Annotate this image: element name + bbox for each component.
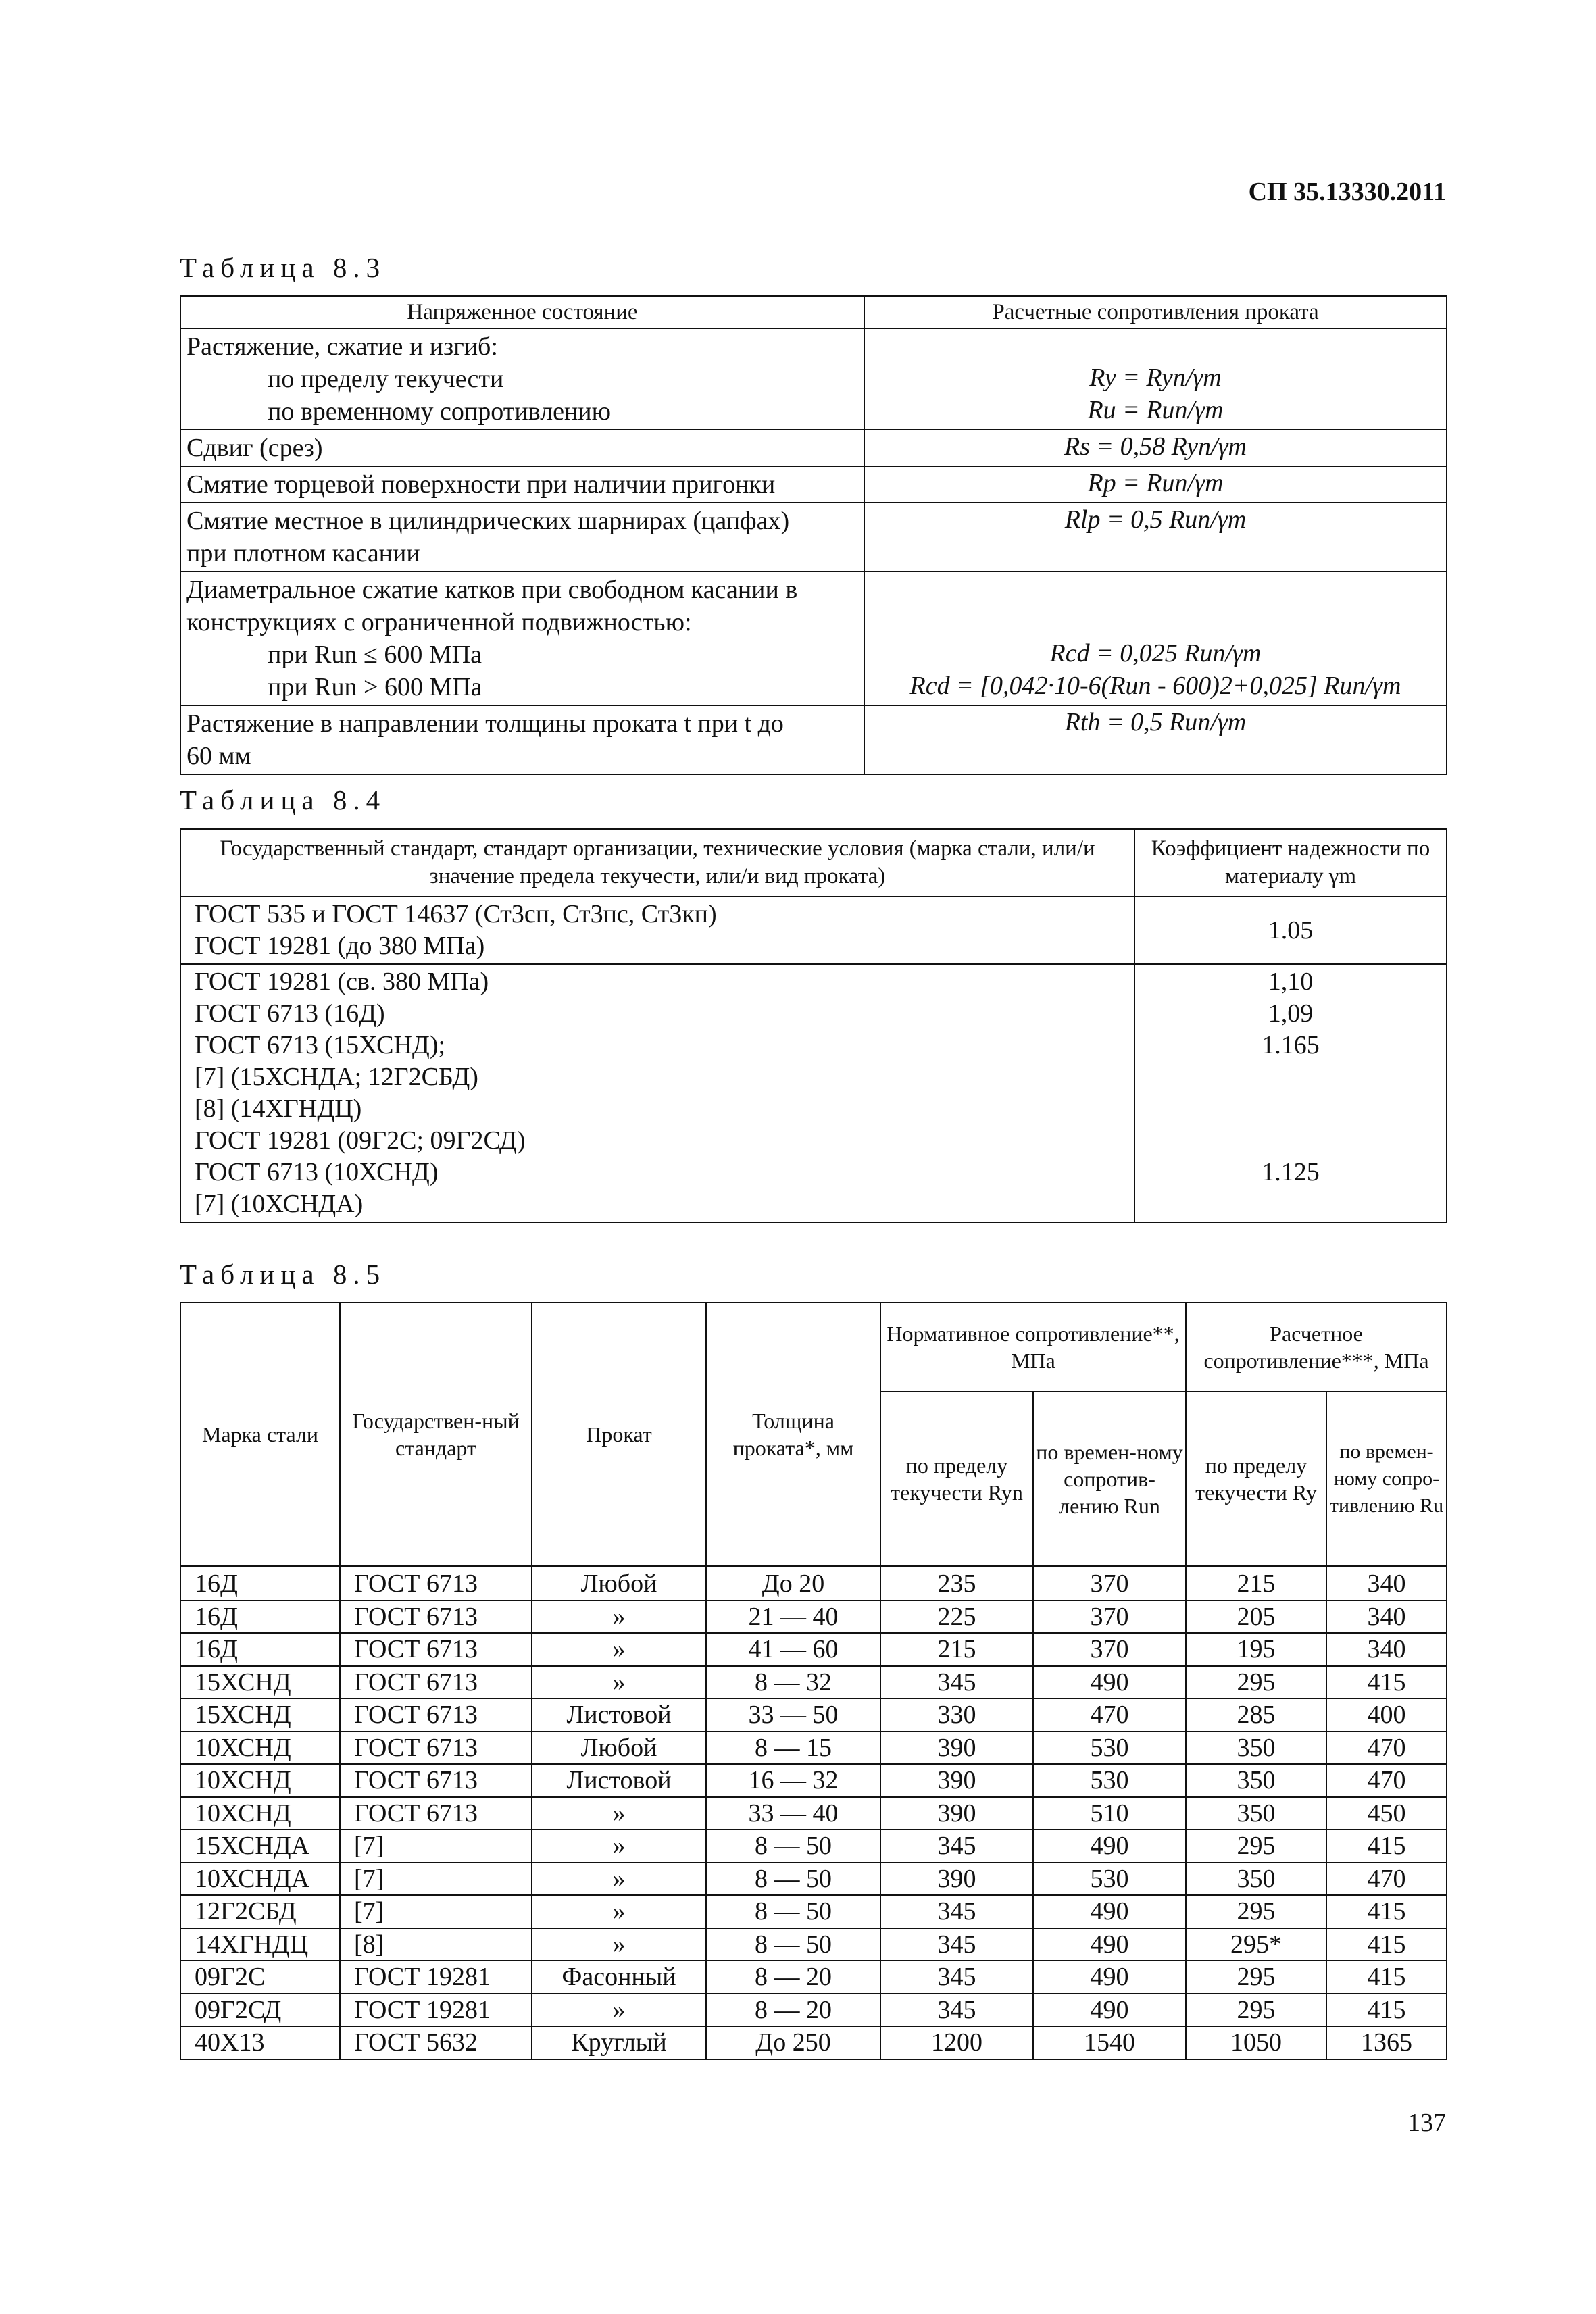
t85-standard-header: Государствен-ный стандарт xyxy=(340,1303,532,1566)
table-row xyxy=(180,964,1447,1222)
t85-cell-norm-tensile: 490 xyxy=(1033,1928,1186,1961)
t85-cell-norm-tensile: 370 xyxy=(1033,1601,1186,1634)
t85-cell-des-yield: 295 xyxy=(1186,1830,1326,1863)
table-row xyxy=(180,1961,1447,1994)
t85-cell-grade: 15ХСНДА xyxy=(180,1830,340,1863)
t85-cell-grade: 10ХСНД xyxy=(180,1797,340,1830)
t85-cell-thickness: 41 — 60 xyxy=(706,1633,880,1666)
t83-r1-l2: по временному сопротивлению xyxy=(268,397,612,426)
t85-cell-norm-yield: 225 xyxy=(880,1601,1033,1634)
t83-r5-l3: при Run > 600 МПа xyxy=(268,673,482,701)
t85-cell-thickness: 8 — 20 xyxy=(706,1961,880,1994)
table-8-5-caption: Таблица 8.5 xyxy=(180,1259,386,1290)
t83-r3-formula: Rp = Run/γm xyxy=(864,466,1447,503)
t84-g2-line-5: ГОСТ 19281 (09Г2С; 09Г2СД) xyxy=(195,1126,526,1155)
t85-cell-grade: 09Г2СД xyxy=(180,1994,340,2027)
t85-cell-grade: 16Д xyxy=(180,1601,340,1634)
t85-cell-thickness: До 250 xyxy=(706,2026,880,2059)
table-row xyxy=(180,1732,1447,1765)
table-row xyxy=(180,897,1447,964)
t85-cell-standard: [8] xyxy=(340,1928,532,1961)
t84-g2-line-6: ГОСТ 6713 (10ХСНД) xyxy=(195,1158,439,1186)
t85-cell-norm-tensile: 530 xyxy=(1033,1764,1186,1797)
t85-cell-des-yield: 295 xyxy=(1186,1895,1326,1928)
table-row xyxy=(180,705,1447,774)
t85-cell-standard: ГОСТ 6713 xyxy=(340,1566,532,1601)
t85-thickness-header: Толщина проката*, мм xyxy=(706,1303,880,1566)
t85-cell-thickness: 33 — 50 xyxy=(706,1699,880,1732)
table-8-5 xyxy=(180,1302,1447,2060)
t85-cell-des-yield: 350 xyxy=(1186,1863,1326,1896)
t85-cell-norm-yield: 345 xyxy=(880,1961,1033,1994)
t85-cell-norm-yield: 345 xyxy=(880,1994,1033,2027)
t85-cell-norm-tensile: 490 xyxy=(1033,1895,1186,1928)
t85-cell-norm-tensile: 510 xyxy=(1033,1797,1186,1830)
t85-cell-des-yield: 215 xyxy=(1186,1566,1326,1601)
t83-r6-l0: Растяжение в направлении толщины проката t при t до xyxy=(186,709,784,738)
t85-cell-product: » xyxy=(532,1928,706,1961)
t85-cell-norm-yield: 390 xyxy=(880,1797,1033,1830)
t85-cell-grade: 15ХСНД xyxy=(180,1666,340,1699)
t85-des-tensile-header: по времен-ному сопро-тивлению Ru xyxy=(1326,1392,1447,1566)
t85-cell-des-tensile: 450 xyxy=(1326,1797,1447,1830)
t85-cell-product: » xyxy=(532,1994,706,2027)
t85-cell-des-tensile: 470 xyxy=(1326,1732,1447,1765)
t85-cell-des-tensile: 415 xyxy=(1326,1994,1447,2027)
t83-r4-l0: Смятие местное в цилиндрических шарнирах (цапфах) xyxy=(186,507,790,535)
table-row xyxy=(180,430,1447,466)
t83-col-resistance-header: Расчетные сопротивления проката xyxy=(864,296,1447,328)
t85-cell-grade: 10ХСНД xyxy=(180,1732,340,1765)
t83-r6-formula: Rth = 0,5 Run/γm xyxy=(864,705,1447,774)
t85-norm-yield-header: по пределу текучести Ryn xyxy=(880,1392,1033,1566)
t85-cell-grade: 15ХСНД xyxy=(180,1699,340,1732)
t85-cell-standard: ГОСТ 6713 xyxy=(340,1633,532,1666)
t85-cell-des-tensile: 470 xyxy=(1326,1764,1447,1797)
t84-g2-line-4: [8] (14ХГНДЦ) xyxy=(195,1095,362,1123)
t83-r5-l1: конструкциях с ограниченной подвижностью: xyxy=(186,608,692,636)
t85-cell-product: » xyxy=(532,1666,706,1699)
table-row xyxy=(180,1601,1447,1634)
t83-r5-l0: Диаметральное сжатие катков при свободном касании в xyxy=(186,576,798,604)
t85-cell-des-tensile: 415 xyxy=(1326,1895,1447,1928)
t85-cell-norm-tensile: 1540 xyxy=(1033,2026,1186,2059)
t85-cell-norm-tensile: 370 xyxy=(1033,1566,1186,1601)
t83-r4-l1: при плотном касании xyxy=(186,539,420,568)
t85-grade-header: Марка стали xyxy=(180,1303,340,1566)
t84-g2-line-3: [7] (15ХСНДА; 12Г2СБД) xyxy=(195,1063,478,1091)
t85-normative-header: Нормативное сопротивление**, МПа xyxy=(880,1303,1186,1392)
t85-cell-grade: 16Д xyxy=(180,1633,340,1666)
table-row xyxy=(180,1633,1447,1666)
t85-cell-standard: [7] xyxy=(340,1830,532,1863)
table-row xyxy=(180,1895,1447,1928)
table-row xyxy=(180,1994,1447,2027)
t83-r6-l1: 60 мм xyxy=(186,742,251,770)
t85-cell-grade: 10ХСНД xyxy=(180,1764,340,1797)
t84-g2-value-2: 1.165 xyxy=(1262,1031,1320,1059)
table-row xyxy=(180,2026,1447,2059)
t85-product-header: Прокат xyxy=(532,1303,706,1566)
t85-cell-thickness: 8 — 50 xyxy=(706,1928,880,1961)
t85-cell-standard: ГОСТ 5632 xyxy=(340,2026,532,2059)
t85-cell-thickness: До 20 xyxy=(706,1566,880,1601)
t85-cell-thickness: 8 — 50 xyxy=(706,1830,880,1863)
t85-cell-standard: ГОСТ 6713 xyxy=(340,1699,532,1732)
t85-cell-grade: 16Д xyxy=(180,1566,340,1601)
t85-cell-product: Листовой xyxy=(532,1699,706,1732)
t84-g1-line-1: ГОСТ 19281 (до 380 МПа) xyxy=(195,932,485,960)
t84-g2-value-6: 1.125 xyxy=(1262,1158,1320,1186)
t83-col-state-header: Напряженное состояние xyxy=(180,296,864,328)
document-code: СП 35.13330.2011 xyxy=(1248,178,1446,206)
t85-cell-thickness: 33 — 40 xyxy=(706,1797,880,1830)
t85-cell-product: Фасонный xyxy=(532,1961,706,1994)
t84-col-standard-header: Государственный стандарт, стандарт организации, технические условия (марка стали, или/и значение предела текучести, или/и вид проката) xyxy=(180,829,1134,897)
t85-cell-norm-yield: 330 xyxy=(880,1699,1033,1732)
t85-cell-des-yield: 295 xyxy=(1186,1666,1326,1699)
table-8-4 xyxy=(180,828,1447,1223)
t85-cell-product: » xyxy=(532,1863,706,1896)
t85-cell-norm-yield: 390 xyxy=(880,1764,1033,1797)
table-8-3 xyxy=(180,295,1447,775)
t85-cell-des-yield: 285 xyxy=(1186,1699,1326,1732)
t83-r4-formula: Rlp = 0,5 Run/γm xyxy=(864,503,1447,572)
t85-cell-des-tensile: 415 xyxy=(1326,1830,1447,1863)
t85-cell-thickness: 8 — 20 xyxy=(706,1994,880,2027)
t85-cell-des-yield: 1050 xyxy=(1186,2026,1326,2059)
t85-cell-product: » xyxy=(532,1830,706,1863)
t85-body xyxy=(180,1566,1447,2059)
t85-cell-grade: 40Х13 xyxy=(180,2026,340,2059)
t85-cell-thickness: 21 — 40 xyxy=(706,1601,880,1634)
table-row xyxy=(180,1830,1447,1863)
t84-g2-line-0: ГОСТ 19281 (св. 380 МПа) xyxy=(195,967,489,996)
t85-cell-norm-yield: 215 xyxy=(880,1633,1033,1666)
t85-cell-norm-yield: 390 xyxy=(880,1863,1033,1896)
table-8-4-caption: Таблица 8.4 xyxy=(180,784,386,815)
t84-g1-value: 1.05 xyxy=(1134,897,1447,964)
t85-cell-standard: ГОСТ 6713 xyxy=(340,1732,532,1765)
t85-cell-thickness: 8 — 15 xyxy=(706,1732,880,1765)
t85-cell-des-yield: 350 xyxy=(1186,1764,1326,1797)
t85-cell-standard: ГОСТ 19281 xyxy=(340,1961,532,1994)
t85-design-header: Расчетное сопротивление***, МПа xyxy=(1186,1303,1447,1392)
t85-cell-des-tensile: 470 xyxy=(1326,1863,1447,1896)
t85-cell-standard: ГОСТ 6713 xyxy=(340,1666,532,1699)
t85-cell-product: Листовой xyxy=(532,1764,706,1797)
t83-r1-l0: Растяжение, сжатие и изгиб: xyxy=(186,332,498,361)
t85-cell-des-yield: 195 xyxy=(1186,1633,1326,1666)
t84-g2-value-1: 1,09 xyxy=(1268,999,1314,1028)
t85-cell-norm-tensile: 370 xyxy=(1033,1633,1186,1666)
table-row xyxy=(180,503,1447,572)
t85-cell-des-yield: 295 xyxy=(1186,1961,1326,1994)
t85-cell-product: » xyxy=(532,1601,706,1634)
t85-cell-norm-yield: 345 xyxy=(880,1666,1033,1699)
table-row xyxy=(180,1928,1447,1961)
t84-g2-line-7: [7] (10ХСНДА) xyxy=(195,1190,364,1218)
t85-cell-norm-yield: 345 xyxy=(880,1928,1033,1961)
t85-cell-norm-tensile: 490 xyxy=(1033,1994,1186,2027)
table-row xyxy=(180,328,1447,430)
t85-cell-des-tensile: 415 xyxy=(1326,1961,1447,1994)
t85-cell-des-tensile: 340 xyxy=(1326,1566,1447,1601)
table-8-3-caption: Таблица 8.3 xyxy=(180,252,386,283)
t83-r1-formula-ru: Ru = Run/γm xyxy=(1087,396,1224,424)
t85-cell-product: Круглый xyxy=(532,2026,706,2059)
t85-cell-product: Любой xyxy=(532,1566,706,1601)
t85-cell-norm-tensile: 490 xyxy=(1033,1830,1186,1863)
t85-cell-des-tensile: 340 xyxy=(1326,1601,1447,1634)
t85-cell-des-tensile: 415 xyxy=(1326,1666,1447,1699)
t83-r5-formula-2: Rcd = [0,042·10-6(Run - 600)2+0,025] Run/γm xyxy=(909,672,1401,700)
t83-r3-label: Смятие торцевой поверхности при наличии пригонки xyxy=(180,466,864,503)
t85-norm-tensile-header: по времен-ному сопротив-лению Run xyxy=(1033,1392,1186,1566)
t85-cell-grade: 12Г2СБД xyxy=(180,1895,340,1928)
t85-cell-standard: [7] xyxy=(340,1895,532,1928)
t85-cell-norm-yield: 345 xyxy=(880,1895,1033,1928)
page-number: 137 xyxy=(1407,2109,1446,2137)
t85-cell-grade: 14ХГНДЦ xyxy=(180,1928,340,1961)
t85-cell-product: » xyxy=(532,1633,706,1666)
t85-cell-thickness: 8 — 50 xyxy=(706,1895,880,1928)
table-row xyxy=(180,466,1447,503)
t85-des-yield-header: по пределу текучести Ry xyxy=(1186,1392,1326,1566)
t85-cell-des-yield: 295 xyxy=(1186,1994,1326,2027)
t85-cell-thickness: 16 — 32 xyxy=(706,1764,880,1797)
table-row xyxy=(180,572,1447,705)
t85-cell-norm-yield: 1200 xyxy=(880,2026,1033,2059)
t85-cell-des-yield: 350 xyxy=(1186,1797,1326,1830)
t85-cell-norm-tensile: 470 xyxy=(1033,1699,1186,1732)
t85-cell-des-yield: 205 xyxy=(1186,1601,1326,1634)
table-row xyxy=(180,1699,1447,1732)
table-row xyxy=(180,1566,1447,1601)
t83-r2-formula: Rs = 0,58 Ryn/γm xyxy=(864,430,1447,466)
t84-g2-line-2: ГОСТ 6713 (15ХСНД); xyxy=(195,1031,446,1059)
t85-cell-des-yield: 295* xyxy=(1186,1928,1326,1961)
t85-cell-norm-tensile: 490 xyxy=(1033,1666,1186,1699)
table-row xyxy=(180,1764,1447,1797)
t85-cell-standard: ГОСТ 19281 xyxy=(340,1994,532,2027)
t85-cell-norm-tensile: 530 xyxy=(1033,1732,1186,1765)
t83-r2-label: Сдвиг (срез) xyxy=(180,430,864,466)
t85-cell-des-tensile: 415 xyxy=(1326,1928,1447,1961)
t85-cell-thickness: 8 — 50 xyxy=(706,1863,880,1896)
t84-col-coef-header: Коэффициент надежности по материалу γm xyxy=(1134,829,1447,897)
table-row xyxy=(180,1666,1447,1699)
t84-g2-line-1: ГОСТ 6713 (16Д) xyxy=(195,999,385,1028)
t85-cell-product: » xyxy=(532,1895,706,1928)
t85-cell-grade: 10ХСНДА xyxy=(180,1863,340,1896)
t85-cell-standard: ГОСТ 6713 xyxy=(340,1764,532,1797)
t83-r5-formula-1: Rcd = 0,025 Run/γm xyxy=(1049,639,1262,668)
t83-r1-l1: по пределу текучести xyxy=(268,365,504,393)
table-row xyxy=(180,1797,1447,1830)
t85-cell-grade: 09Г2С xyxy=(180,1961,340,1994)
t84-g1-line-0: ГОСТ 535 и ГОСТ 14637 (Ст3сп, Ст3пс, Ст3кп) xyxy=(195,900,717,928)
t85-cell-norm-yield: 235 xyxy=(880,1566,1033,1601)
table-row xyxy=(180,1863,1447,1896)
t85-cell-thickness: 8 — 32 xyxy=(706,1666,880,1699)
t84-g2-value-0: 1,10 xyxy=(1268,967,1314,996)
t85-cell-des-tensile: 340 xyxy=(1326,1633,1447,1666)
t85-cell-standard: [7] xyxy=(340,1863,532,1896)
t85-cell-product: » xyxy=(532,1797,706,1830)
t85-cell-des-tensile: 1365 xyxy=(1326,2026,1447,2059)
t85-cell-standard: ГОСТ 6713 xyxy=(340,1797,532,1830)
t83-r1-formula-ry: Ry = Ryn/γm xyxy=(1089,363,1222,392)
t85-cell-norm-tensile: 490 xyxy=(1033,1961,1186,1994)
t85-cell-standard: ГОСТ 6713 xyxy=(340,1601,532,1634)
t85-cell-norm-yield: 390 xyxy=(880,1732,1033,1765)
t85-cell-norm-yield: 345 xyxy=(880,1830,1033,1863)
t85-cell-des-tensile: 400 xyxy=(1326,1699,1447,1732)
t85-cell-product: Любой xyxy=(532,1732,706,1765)
t85-cell-des-yield: 350 xyxy=(1186,1732,1326,1765)
t85-cell-norm-tensile: 530 xyxy=(1033,1863,1186,1896)
t83-r5-l2: при Run ≤ 600 МПа xyxy=(268,640,482,669)
